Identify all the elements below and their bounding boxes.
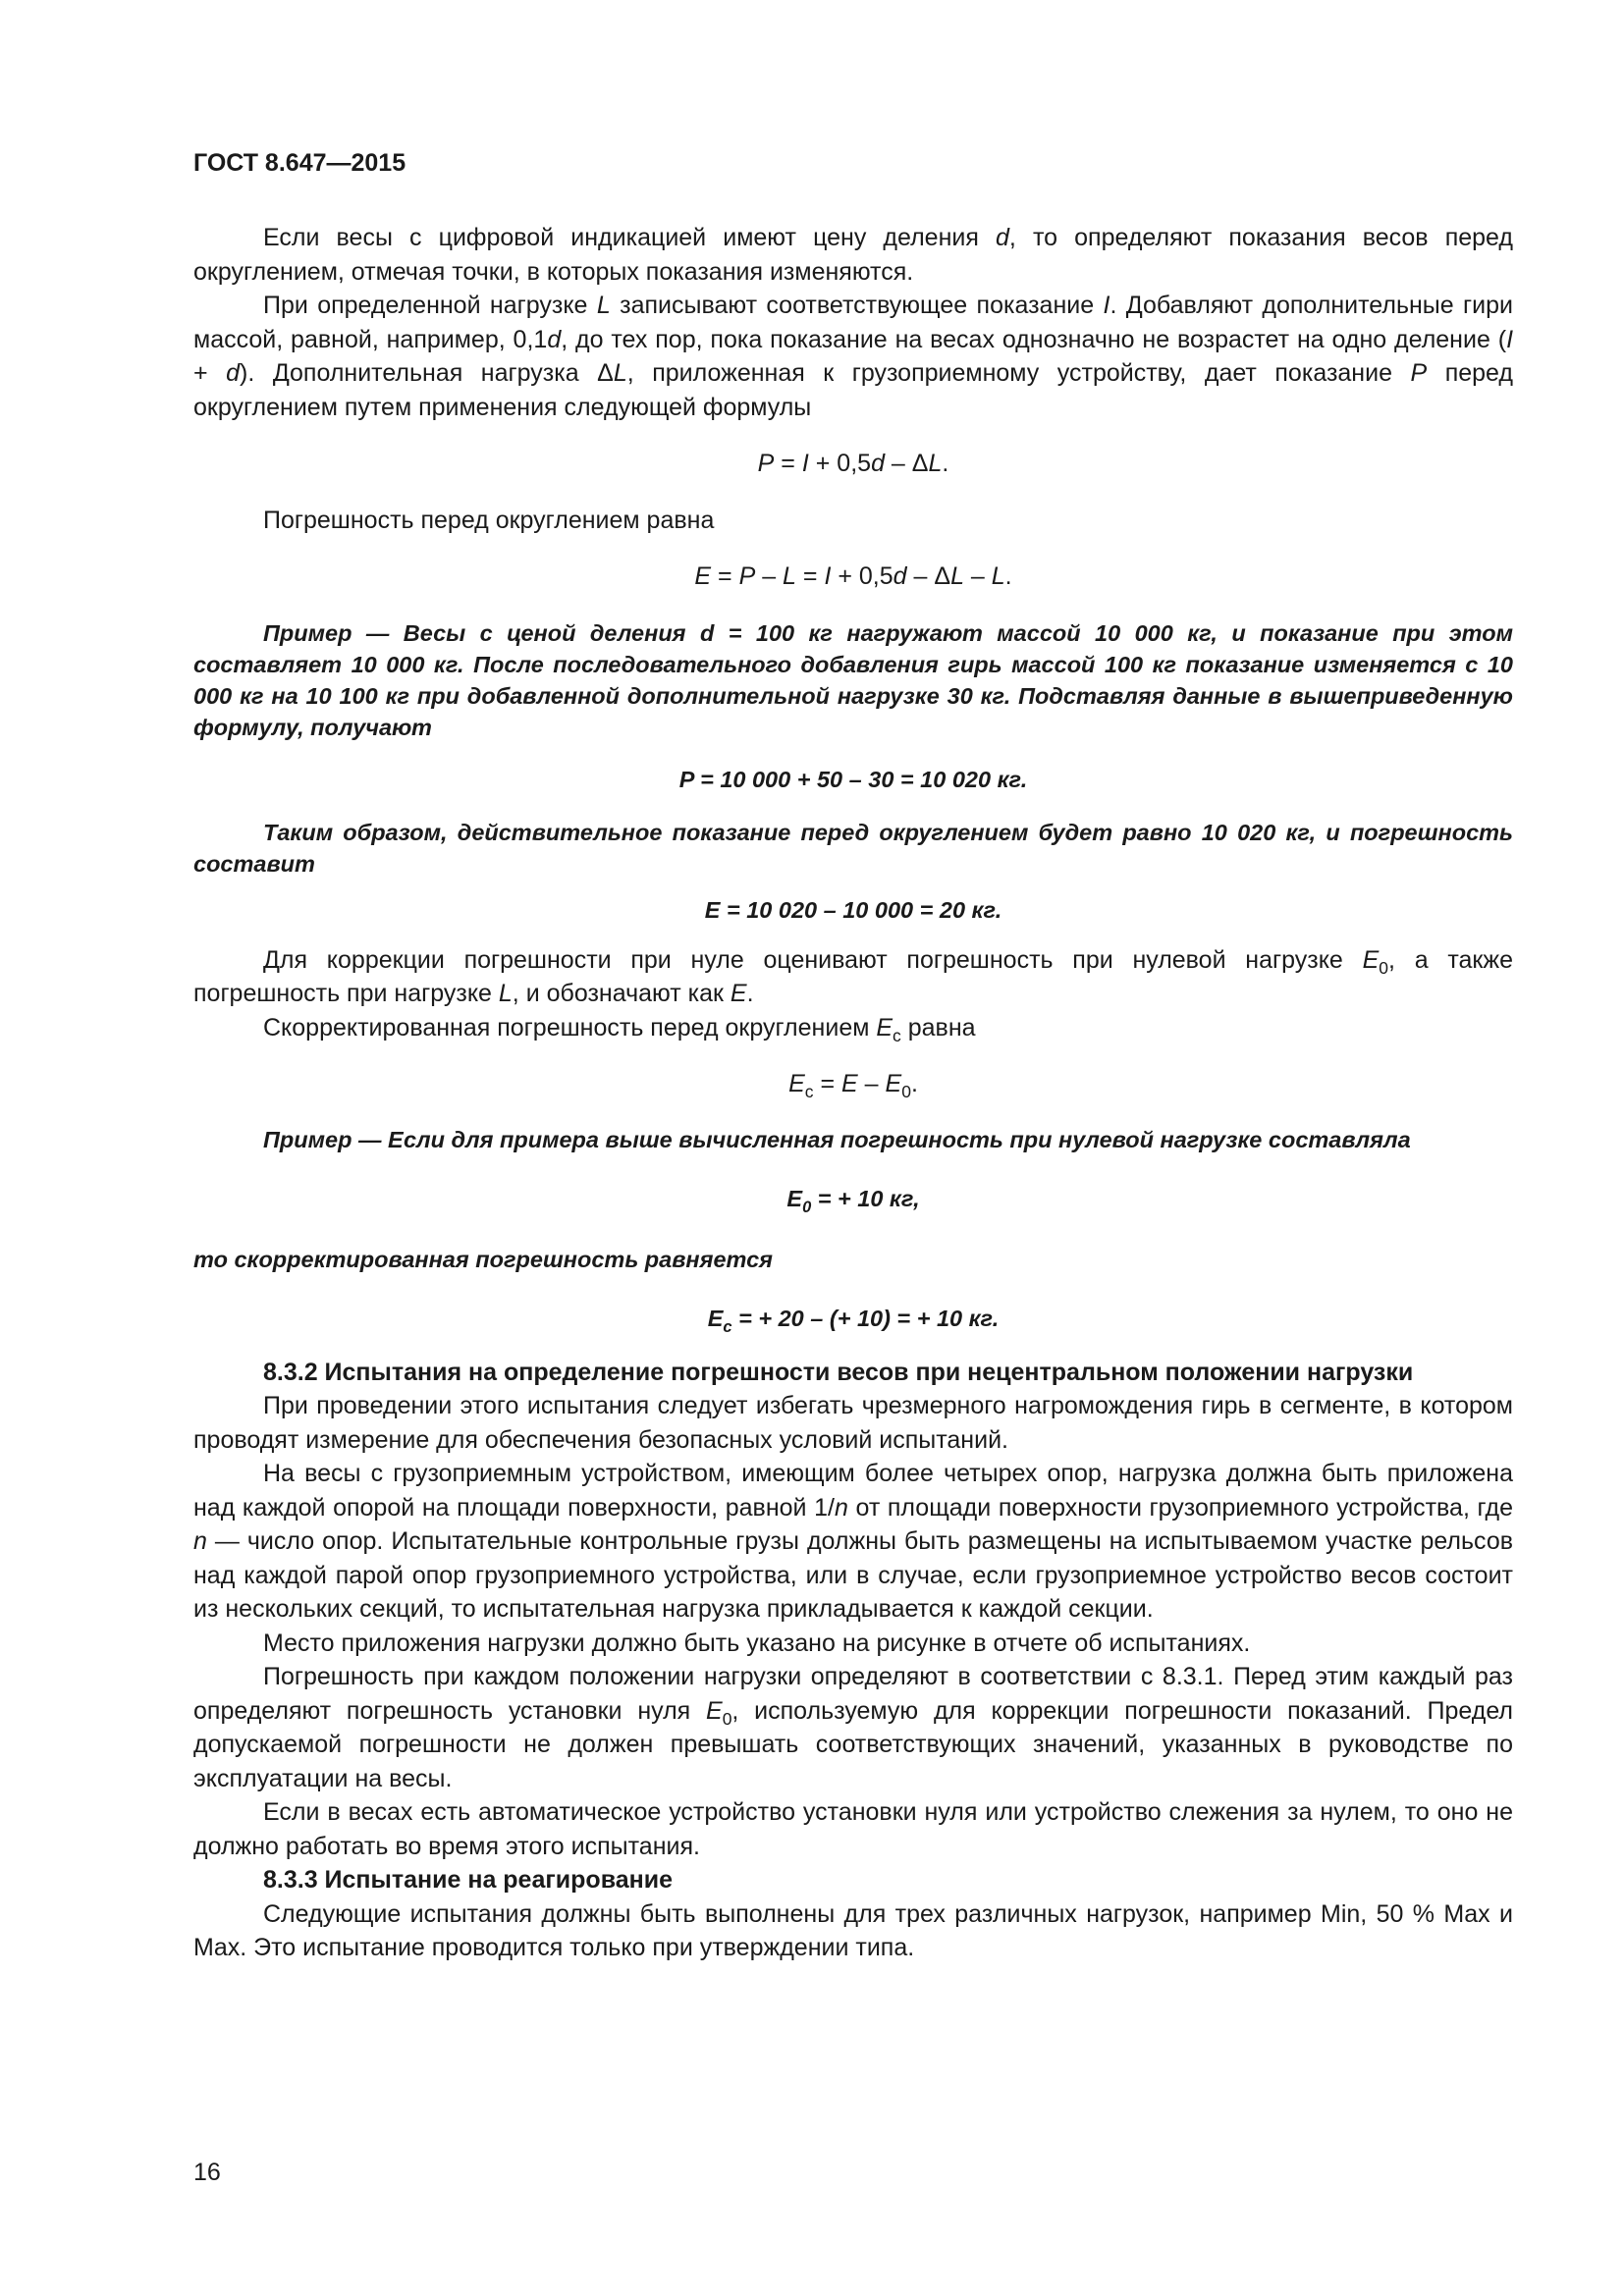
paragraph: Погрешность перед округлением равна bbox=[263, 506, 715, 534]
paragraph: Следующие испытания должны быть выполнены для трех различных нагрузок, например Min, 50 % Max и Max. Это испытание проводится только при утверждении типа. bbox=[193, 1899, 1513, 1961]
section-heading: 8.3.3 Испытание на реагирование bbox=[263, 1866, 674, 1894]
example-text: Таким образом, действительное показание перед округлением будет равно 10 020 кг, и погрешность составит bbox=[193, 820, 1513, 877]
paragraph: На весы с грузоприемным устройством, имеющим более четырех опор, нагрузка должна быть приложена над каждой опорой на площади поверхности, равной 1/n от площади поверхности грузоприемного устройства, где n — число опор. Испытательные контрольные грузы должны быть размещены на испытываемом участке рельсов над каждой парой опор грузоприемного устройства, или в случае, если грузоприемное устройство весов состоит из нескольких секций, то испытательная нагрузка прикладывается к каждой секции. bbox=[193, 1460, 1513, 1623]
example-formula: E = 10 020 – 10 000 = 20 кг. bbox=[704, 897, 1002, 923]
example-formula: $E_c$ = + 20 – (+ 10) = + 10 кг. bbox=[707, 1306, 1000, 1336]
example-text: то скорректированная погрешность равняется bbox=[193, 1246, 774, 1272]
formula: P = I + 0,5d – ΔL. bbox=[757, 450, 949, 477]
paragraph: При определенной нагрузке L записывают соответствующее показание I. Добавляют дополнительные гири массой, равной, например, 0,1d, до тех пор, пока показание на весах однозначно не возрастет на одно деление (I + d). Дополнительная нагрузка ΔL, приложенная к грузоприемному устройству, дает показание P перед округлением путем применения следующей формулы bbox=[193, 292, 1514, 421]
paragraph: При проведении этого испытания следует избегать чрезмерного нагромождения гирь в сегменте, в котором проводят измерение для обеспечения безопасных условий испытаний. bbox=[193, 1392, 1513, 1454]
example-text: Пример — Если для примера выше вычисленная погрешность при нулевой нагрузке составляла bbox=[263, 1126, 1411, 1152]
paragraph: Если весы с цифровой индикацией имеют цену деления d, то определяют показания весов перед округлением, отмечая точки, в которых показания изменяются. bbox=[193, 224, 1513, 286]
example-formula: P = 10 000 + 50 – 30 = 10 020 кг. bbox=[678, 766, 1028, 792]
paragraph: Скорректированная погрешность перед округлением $E_c$ равна bbox=[263, 1013, 976, 1045]
paragraph: Погрешность при каждом положении нагрузки определяют в соответствии с 8.3.1. Перед этим каждый раз определяют погрешность установки нуля $E_0$, используемую для коррекции погрешности показаний. Предел допускаемой погрешности не должен превышать соответствующих значений, указанных в руководстве по эксплуатации на весы. bbox=[193, 1663, 1513, 1792]
example-formula: $E_0$ = + 10 кг, bbox=[786, 1186, 920, 1216]
page-content bbox=[193, 221, 1513, 1965]
formula: $E_c = E - E_0$. bbox=[788, 1070, 918, 1102]
paragraph: Место приложения нагрузки должно быть указано на рисунке в отчете об испытаниях. bbox=[263, 1629, 1251, 1657]
section-heading: 8.3.2 Испытания на определение погрешности весов при нецентральном положении нагрузки bbox=[263, 1358, 1414, 1386]
example-text: Пример — Весы с ценой деления d = 100 кг нагружают массой 10 000 кг, и показание при этом составляет 10 000 кг. После последовательного добавления гирь массой 100 кг показание изменяется с 10 000 кг на 10 100 кг при добавленной дополнительной нагрузке 30 кг. Подставляя данные в вышеприведенную формулу, получают bbox=[193, 619, 1513, 740]
paragraph: Для коррекции погрешности при нуле оценивают погрешность при нулевой нагрузке $E_0$, а также погрешность при нагрузке L, и обозначают как E. bbox=[193, 945, 1513, 1007]
document-header: ГОСТ 8.647—2015 bbox=[193, 149, 406, 177]
page-number: 16 bbox=[193, 2159, 221, 2186]
formula: E = P – L = I + 0,5d – ΔL – L. bbox=[694, 562, 1012, 590]
paragraph: Если в весах есть автоматическое устройство установки нуля или устройство слежения за нулем, то оно не должно работать во время этого испытания. bbox=[193, 1798, 1513, 1860]
